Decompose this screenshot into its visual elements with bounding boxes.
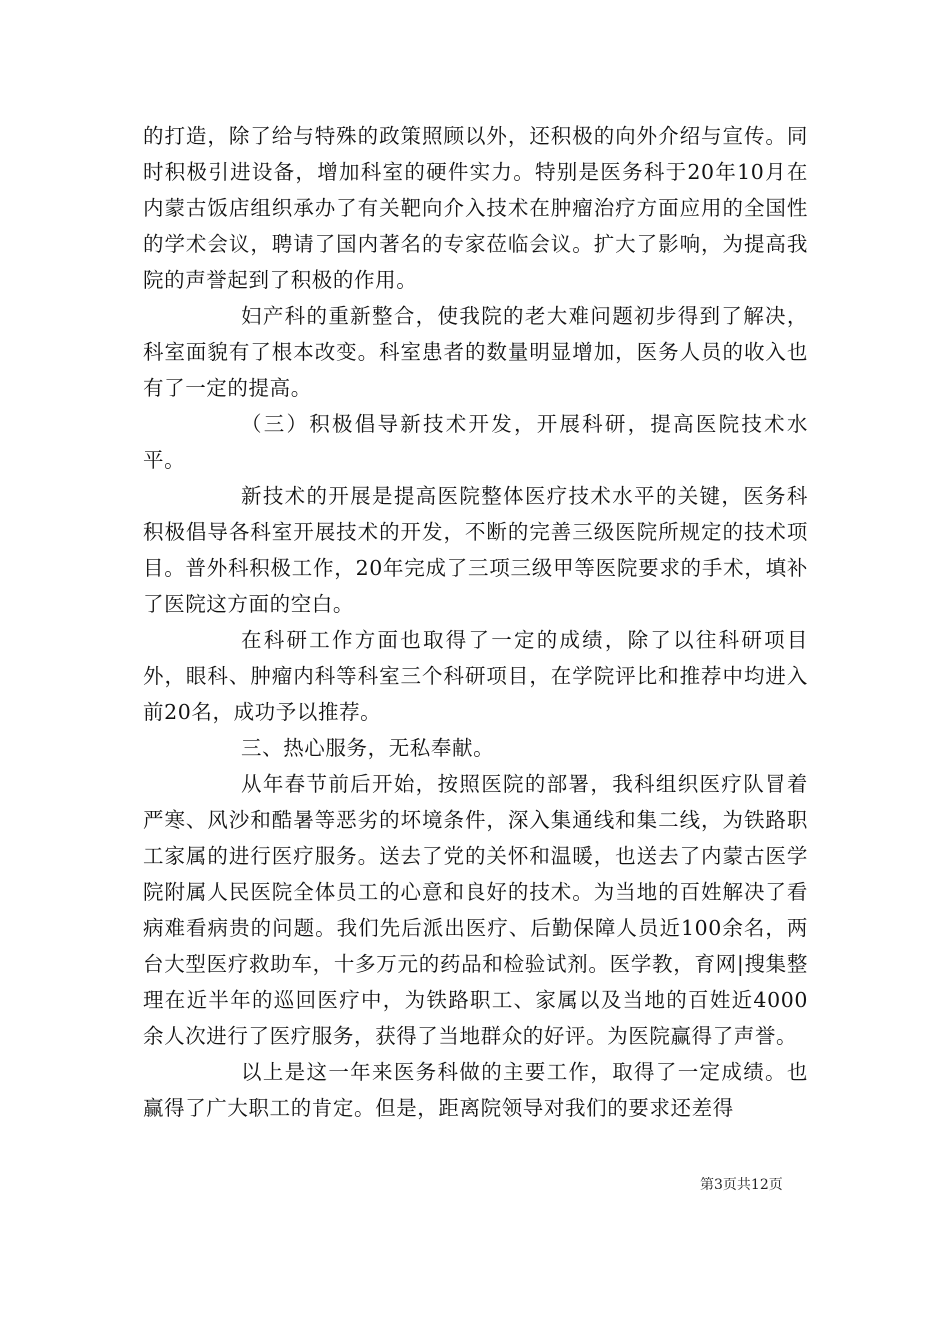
page-number-footer: 第3页共12页 <box>700 1177 783 1193</box>
paragraph-8: 以上是这一年来医务科做的主要工作，取得了一定成绩。也赢得了广大职工的肯定。但是，距离院领导对我们的要求还差得 <box>143 1060 808 1120</box>
paragraph-5: 在科研工作方面也取得了一定的成绩，除了以往科研项目外，眼科、肿瘤内科等科室三个科研项目，在学院评比和推荐中均进入前20名，成功予以推荐。 <box>143 628 808 724</box>
paragraph-2: 妇产科的重新整合，使我院的老大难问题初步得到了解决，科室面貌有了根本改变。科室患者的数量明显增加，医务人员的收入也有了一定的提高。 <box>143 304 808 400</box>
paragraph-7: 从年春节前后开始，按照医院的部署，我科组织医疗队冒着严寒、风沙和酷暑等恶劣的坏境条件，深入集通线和集二线，为铁路职工家属的进行医疗服务。送去了党的关怀和温暖，也送去了内蒙古医学院附属人民医院全体员工的心意和良好的技术。为当地的百姓解决了看病难看病贵的问题。我们先后派出医疗、后勤保障人员近100余名，两台大型医疗救助车，十多万元的药品和检验试剂。医学教，育网|搜集整理在近半年的巡回医疗中，为铁路职工、家属以及当地的百姓近4000余人次进行了医疗服务，获得了当地群众的好评。为医院赢得了声誉。 <box>143 772 808 1048</box>
section-heading-3: （三）积极倡导新技术开发，开展科研，提高医院技术水平。 <box>143 412 808 472</box>
section-heading-three: 三、热心服务，无私奉献。 <box>241 736 495 760</box>
paragraph-1: 的打造，除了给与特殊的政策照顾以外，还积极的向外介绍与宣传。同时积极引进设备，增加科室的硬件实力。特别是医务科于20年10月在内蒙古饭店组织承办了有关靶向介入技术在肿瘤治疗方面应用的全国性的学术会议，聘请了国内著名的专家莅临会议。扩大了影响，为提高我院的声誉起到了积极的作用。 <box>143 124 808 292</box>
paragraph-4: 新技术的开展是提高医院整体医疗技术水平的关键，医务科积极倡导各科室开展技术的开发，不断的完善三级医院所规定的技术项目。普外科积极工作，20年完成了三项三级甲等医院要求的手术，填补了医院这方面的空白。 <box>143 484 808 616</box>
document-body <box>143 118 808 1126</box>
